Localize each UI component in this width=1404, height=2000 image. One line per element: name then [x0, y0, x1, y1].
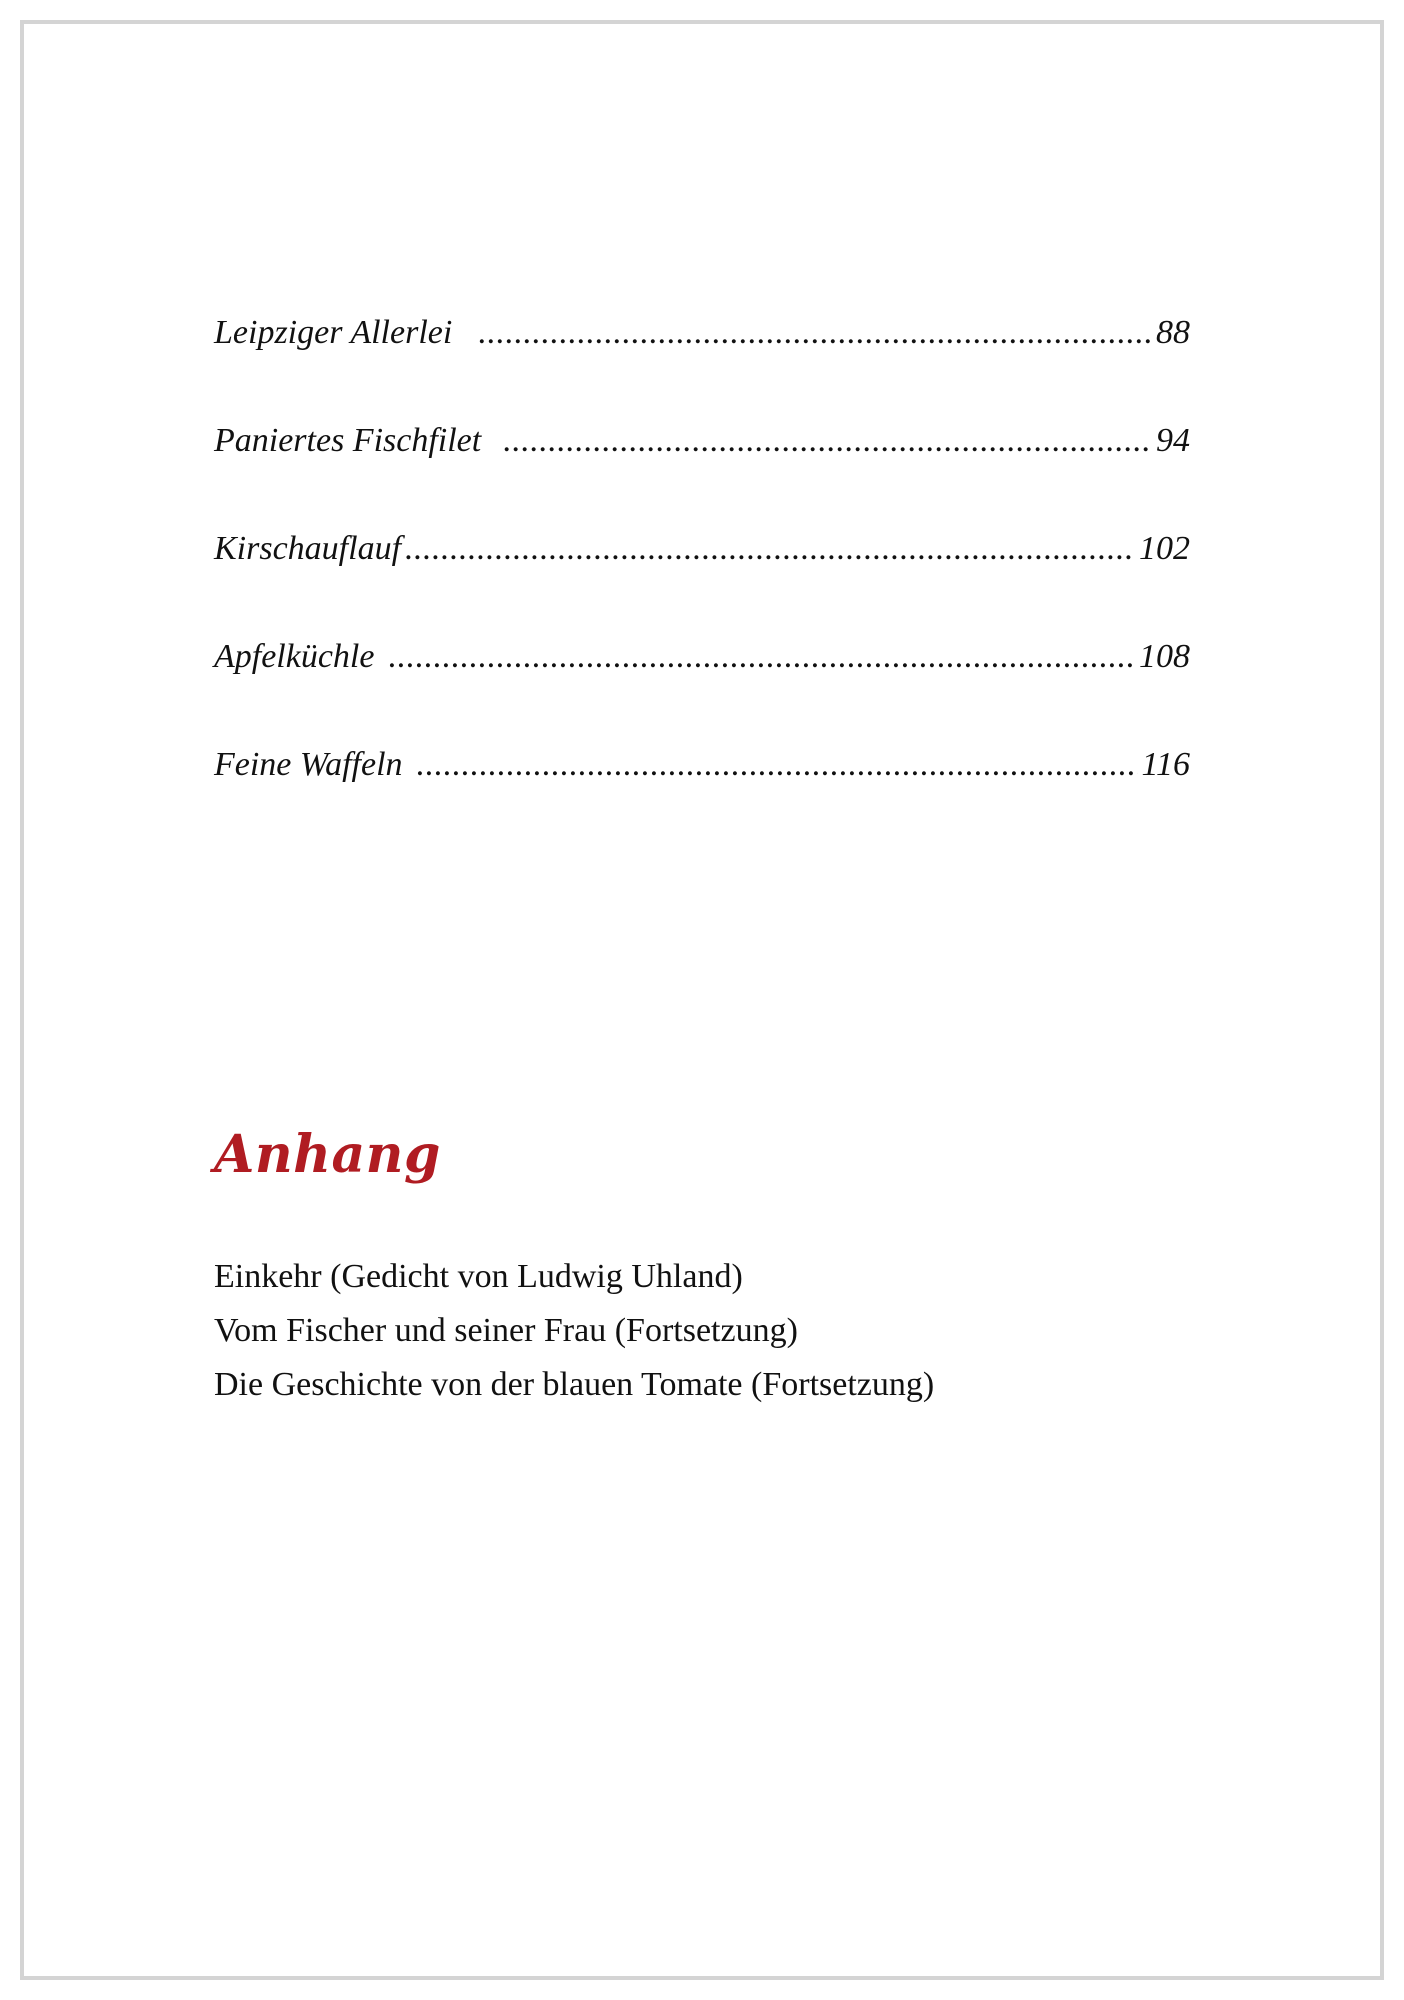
toc-entry-title: Leipziger Allerlei: [214, 314, 453, 351]
toc-entry[interactable]: [214, 746, 1190, 854]
toc-entry-page: 116: [1141, 746, 1190, 783]
toc-leader-dots: [417, 746, 1138, 784]
toc-entry-title: Kirschauflauf: [214, 530, 402, 567]
document-page: [20, 20, 1384, 1980]
toc-entry[interactable]: [214, 314, 1190, 422]
toc-entry-page: 102: [1139, 530, 1190, 567]
appendix-item[interactable]: Die Geschichte von der blauen Tomate (Fortsetzung): [214, 1366, 935, 1403]
toc-entry-title: Paniertes Fischfilet: [214, 422, 482, 459]
toc-entry-page: 88: [1156, 314, 1190, 351]
toc-leader-dots: [503, 422, 1152, 460]
toc-entry-title: Feine Waffeln: [214, 746, 403, 783]
toc-leader-dots: [478, 314, 1152, 352]
toc-entry-page: 108: [1139, 638, 1190, 675]
toc-entry[interactable]: [214, 530, 1190, 638]
table-of-contents: [214, 314, 1190, 854]
appendix-item[interactable]: Vom Fischer und seiner Frau (Fortsetzung): [214, 1312, 798, 1349]
toc-leader-dots: [388, 638, 1135, 676]
toc-entry-title: Apfelküchle: [214, 638, 375, 675]
appendix-list: [214, 1250, 934, 1412]
toc-entry[interactable]: [214, 422, 1190, 530]
appendix-heading: Anhang: [214, 1124, 441, 1185]
appendix-item[interactable]: Einkehr (Gedicht von Ludwig Uhland): [214, 1258, 743, 1295]
toc-entry[interactable]: [214, 638, 1190, 746]
toc-leader-dots: [405, 530, 1135, 568]
toc-entry-page: 94: [1156, 422, 1190, 459]
